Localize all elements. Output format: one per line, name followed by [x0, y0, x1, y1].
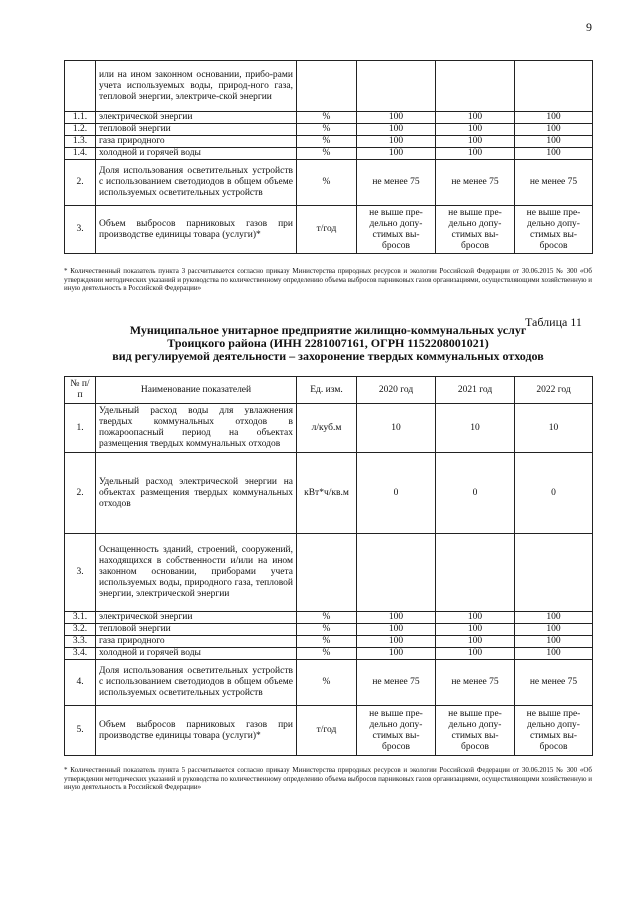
value-2021 [436, 61, 515, 112]
value-2022: не менее 75 [515, 660, 593, 706]
indicator-name: тепловой энергии [96, 624, 297, 636]
row-number: 3. [65, 206, 96, 254]
row-number: 5. [65, 706, 96, 756]
unit-cell: т/год [297, 206, 357, 254]
indicator-name: газа природного [96, 636, 297, 648]
value-2022: 100 [515, 624, 593, 636]
value-2021: 10 [436, 404, 515, 453]
table-row [65, 160, 593, 206]
unit-cell: % [297, 660, 357, 706]
value-2020: 100 [357, 136, 436, 148]
indicator-name: Оснащенность зданий, строений, сооружений, находящихся в собственности и/или на ином законном основании, приборами учета используемых воды, природного газа, тепловой энергии, электрической энергии [96, 534, 297, 612]
value-2022 [515, 61, 593, 112]
col-name-header: Наименование показателей [96, 377, 297, 404]
unit-cell: % [297, 160, 357, 206]
table-title-line2: Троицкого района (ИНН 2281007161, ОГРН 1152208001021) [167, 336, 489, 350]
col-2022-header: 2022 год [515, 377, 593, 404]
value-2020: не менее 75 [357, 160, 436, 206]
indicator-name: Доля использования осветительных устройств с использованием светодиодов в общем объеме используемых осветительных устройств [96, 160, 297, 206]
table-row [65, 61, 593, 112]
footnote-table-11: * Количественный показатель пункта 5 рассчитывается согласно приказу Министерства природных ресурсов и экологии Российской Федерации от 30.06.2015 № 300 «Об утверждении методических указаний и руководства по количественному определению объема выбросов парниковых газов организациями, осуществляющими хозяйственную и иную деятельность в Российской Федерации» [64, 766, 592, 791]
value-2020: 10 [357, 404, 436, 453]
table-row [65, 206, 593, 254]
row-number: 4. [65, 660, 96, 706]
table-row [65, 624, 593, 636]
value-2021: 100 [436, 636, 515, 648]
row-number: 2. [65, 160, 96, 206]
table-row [65, 648, 593, 660]
value-2021: 100 [436, 648, 515, 660]
value-2021: не менее 75 [436, 660, 515, 706]
unit-cell: % [297, 612, 357, 624]
value-2020 [357, 534, 436, 612]
indicator-name: Доля использования осветительных устройств с использованием светодиодов в общем объеме используемых осветительных устройств [96, 660, 297, 706]
value-2020: 100 [357, 648, 436, 660]
unit-cell: % [297, 648, 357, 660]
value-2022: 100 [515, 148, 593, 160]
unit-cell: % [297, 148, 357, 160]
unit-cell [297, 534, 357, 612]
value-2021: не выше пре-дельно допу-стимых вы-бросов [436, 706, 515, 756]
unit-cell: % [297, 124, 357, 136]
table-row [65, 112, 593, 124]
row-number [65, 61, 96, 112]
value-2022: 100 [515, 112, 593, 124]
indicator-name: холодной и горячей воды [96, 648, 297, 660]
row-number: 3.3. [65, 636, 96, 648]
indicator-name: Удельный расход электрической энергии на объектах размещения твердых коммунальных отходов [96, 453, 297, 534]
col-unit-header: Ед. изм. [297, 377, 357, 404]
indicator-name: Удельный расход воды для увлажнения твердых коммунальных отходов в пожароопасный период на объектах размещения твердых коммунальных отходов [96, 404, 297, 453]
value-2022: не выше пре-дельно допу-стимых вы-бросов [515, 206, 593, 254]
row-number: 3. [65, 534, 96, 612]
row-number: 1.2. [65, 124, 96, 136]
value-2021: 100 [436, 624, 515, 636]
value-2020: 100 [357, 636, 436, 648]
unit-cell [297, 61, 357, 112]
value-2020: 100 [357, 612, 436, 624]
col-2021-header: 2021 год [436, 377, 515, 404]
row-number: 1. [65, 404, 96, 453]
value-2022: 100 [515, 136, 593, 148]
row-number: 2. [65, 453, 96, 534]
value-2021: не менее 75 [436, 160, 515, 206]
value-2021: 100 [436, 148, 515, 160]
value-2020: 0 [357, 453, 436, 534]
table-continuation [64, 60, 593, 254]
value-2021: не выше пре-дельно допу-стимых вы-бросов [436, 206, 515, 254]
unit-cell: % [297, 624, 357, 636]
value-2022: 100 [515, 648, 593, 660]
table-title-line3: вид регулируемой деятельности – захоронение твердых коммунальных отходов [112, 349, 544, 363]
table-11 [64, 376, 593, 756]
value-2020: 100 [357, 124, 436, 136]
table-row [65, 660, 593, 706]
table-row [65, 453, 593, 534]
value-2022: 100 [515, 612, 593, 624]
unit-cell: л/куб.м [297, 404, 357, 453]
value-2020: 100 [357, 112, 436, 124]
table-label: Таблица 11 [525, 315, 582, 329]
value-2021: 100 [436, 112, 515, 124]
value-2022: 0 [515, 453, 593, 534]
value-2022: 100 [515, 124, 593, 136]
indicator-name: электрической энергии [96, 112, 297, 124]
indicator-name: или на ином законном основании, прибо-рами учета используемых воды, природ-ного газа, тепловой энергии, электриче-ской энергии [96, 61, 297, 112]
value-2020: 100 [357, 148, 436, 160]
row-number: 1.4. [65, 148, 96, 160]
indicator-name: электрической энергии [96, 612, 297, 624]
value-2021: 100 [436, 124, 515, 136]
value-2021 [436, 534, 515, 612]
table-header-row [65, 377, 593, 404]
row-number: 1.3. [65, 136, 96, 148]
table-row [65, 636, 593, 648]
page-number: 9 [586, 20, 592, 34]
indicator-name: тепловой энергии [96, 124, 297, 136]
value-2021: 0 [436, 453, 515, 534]
table-row [65, 124, 593, 136]
table-title-line1: Муниципальное унитарное предприятие жилищно-коммунальных услуг [129, 323, 527, 337]
row-number: 3.1. [65, 612, 96, 624]
value-2022: 100 [515, 636, 593, 648]
indicator-name: газа природного [96, 136, 297, 148]
table-row [65, 404, 593, 453]
value-2022: 10 [515, 404, 593, 453]
value-2020: не выше пре-дельно допу-стимых вы-бросов [357, 706, 436, 756]
indicator-name: холодной и горячей воды [96, 148, 297, 160]
col-num-header: № п/п [65, 377, 96, 404]
row-number: 3.2. [65, 624, 96, 636]
row-number: 1.1. [65, 112, 96, 124]
unit-cell: % [297, 636, 357, 648]
indicator-name: Объем выбросов парниковых газов при производстве единицы товара (услуги)* [96, 706, 297, 756]
value-2020: 100 [357, 624, 436, 636]
table-row [65, 148, 593, 160]
value-2020: не выше пре-дельно допу-стимых вы-бросов [357, 206, 436, 254]
unit-cell: % [297, 112, 357, 124]
value-2020 [357, 61, 436, 112]
footnote-top: * Количественный показатель пункта 3 рассчитывается согласно приказу Министерства природных ресурсов и экологии Российской Федерации от 30.06.2015 № 300 «Об утверждении методических указаний и руководства по количественному определению объема выбросов парниковых газов организациями, осуществляющими хозяйственную и иную деятельность в Российской Федерации» [64, 267, 592, 292]
value-2022 [515, 534, 593, 612]
value-2021: 100 [436, 136, 515, 148]
table-row [65, 136, 593, 148]
value-2021: 100 [436, 612, 515, 624]
table-row [65, 612, 593, 624]
value-2022: не выше пре-дельно допу-стимых вы-бросов [515, 706, 593, 756]
indicator-name: Объем выбросов парниковых газов при производстве единицы товара (услуги)* [96, 206, 297, 254]
row-number: 3.4. [65, 648, 96, 660]
unit-cell: % [297, 136, 357, 148]
unit-cell: т/год [297, 706, 357, 756]
table-row [65, 534, 593, 612]
table-row [65, 706, 593, 756]
unit-cell: кВт*ч/кв.м [297, 453, 357, 534]
value-2022: не менее 75 [515, 160, 593, 206]
col-2020-header: 2020 год [357, 377, 436, 404]
value-2020: не менее 75 [357, 660, 436, 706]
